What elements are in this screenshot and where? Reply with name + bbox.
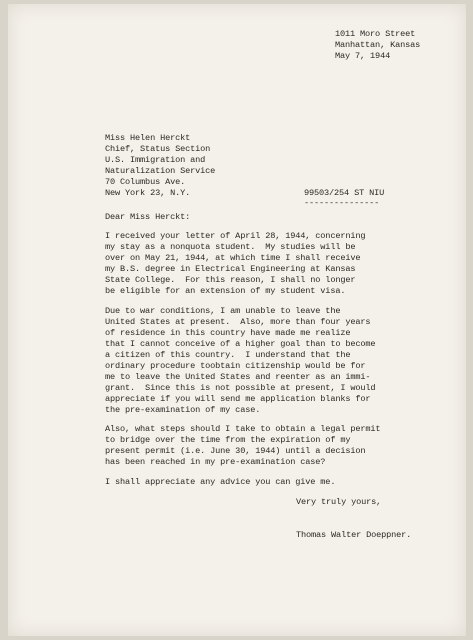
body-line: United States at present. Also, more than four years <box>105 317 371 327</box>
recipient-line: 70 Columbus Ave. <box>105 177 186 187</box>
body-line: that I cannot conceive of a higher goal than to become <box>105 339 376 349</box>
reference-underline: --------------- <box>304 198 380 208</box>
body-line: has been reached in my pre-examination case? <box>105 457 326 467</box>
recipient-line: Chief, Status Section <box>105 144 211 154</box>
sender-street: 1011 Moro Street <box>335 29 416 39</box>
body-line: a citizen of this country. I understand that the <box>105 350 351 360</box>
recipient-line: New York 23, N.Y. <box>105 188 191 198</box>
body-line: to bridge over the time from the expiration of my <box>105 435 351 445</box>
reference-number: 99503/254 ST NIU <box>304 188 385 198</box>
body-line: over on May 21, 1944, at which time I shall receive <box>105 253 361 263</box>
signature-name: Thomas Walter Doeppner. <box>296 530 412 540</box>
body-line: I shall appreciate any advice you can give me. <box>105 477 336 487</box>
body-line: Due to war conditions, I am unable to leave the <box>105 306 341 316</box>
body-line: present permit (i.e. June 30, 1944) until a decision <box>105 446 366 456</box>
recipient-line: U.S. Immigration and <box>105 155 206 165</box>
body-line: me to leave the United States and reenter as an immi- <box>105 372 371 382</box>
body-line: the pre-examination of my case. <box>105 405 261 415</box>
letter-page <box>8 4 466 636</box>
sender-city: Manhattan, Kansas <box>335 40 421 50</box>
recipient-line: Miss Helen Herckt <box>105 133 191 143</box>
body-line: ordinary procedure toobtain citizenship would be for <box>105 361 366 371</box>
body-line: State College. For this reason, I shall no longer <box>105 275 356 285</box>
body-line: my stay as a nonquota student. My studies will be <box>105 242 356 252</box>
body-line: appreciate if you will send me application blanks for <box>105 394 371 404</box>
salutation: Dear Miss Herckt: <box>105 212 191 222</box>
body-line: Also, what steps should I take to obtain a legal permit <box>105 424 381 434</box>
body-line: my B.S. degree in Electrical Engineering at Kansas <box>105 264 356 274</box>
letter-date: May 7, 1944 <box>335 51 391 61</box>
body-line: be eligible for an extension of my student visa. <box>105 286 346 296</box>
body-line: of residence in this country have made me realize <box>105 328 351 338</box>
body-line: grant. Since this is not possible at present, I would <box>105 383 376 393</box>
recipient-line: Naturalization Service <box>105 166 216 176</box>
complimentary-close: Very truly yours, <box>296 497 382 507</box>
body-line: I received your letter of April 28, 1944, concerning <box>105 231 366 241</box>
